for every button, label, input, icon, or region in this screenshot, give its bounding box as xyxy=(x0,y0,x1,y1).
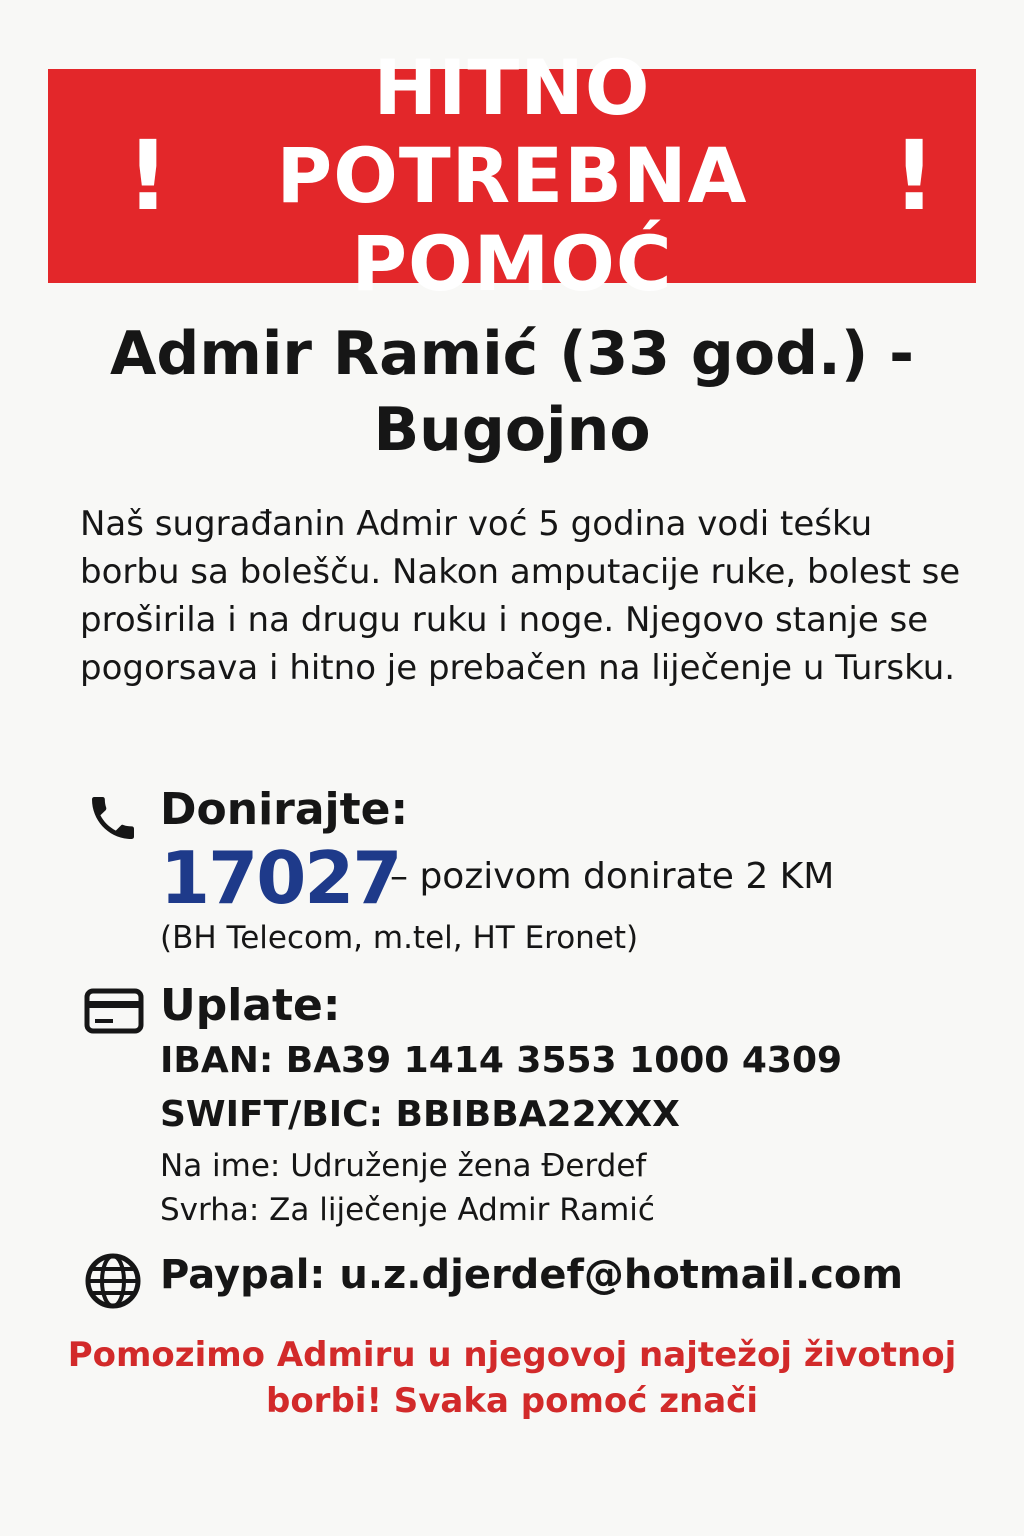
exclamation-icon: ! xyxy=(892,120,936,232)
donation-number: 17027 xyxy=(160,836,401,920)
globe-icon xyxy=(84,1252,142,1315)
paypal-address: Paypal: u.z.djerdef@hotmail.com xyxy=(160,1252,904,1298)
description: Naš sugrađanin Admir voć 5 godina vodi teśku borbu sa bolešču. Nakon amputacije ruke, bolest se proširila i na drugu ruku i noge. Njegovo stanje se pogorsava i hitno je prebačen na liječenje u Tursku. xyxy=(80,504,961,688)
page-title: Admir Ramić (33 god.) - Bugojno xyxy=(109,319,915,465)
phone-icon xyxy=(84,790,142,851)
closing-appeal: Pomozimo Admiru u njegovoj najtežoj životnoj borbi! Svaka pomoć znači xyxy=(67,1335,957,1421)
purpose: Svrha: Za liječenje Admir Ramić xyxy=(160,1192,655,1228)
payments-title: Uplate: xyxy=(160,980,341,1031)
iban: IBAN: BA39 1414 3553 1000 4309 xyxy=(160,1040,843,1081)
banner-title: HITNO POTREBNA POMOĆ xyxy=(276,43,748,308)
urgent-banner xyxy=(48,43,976,308)
exclamation-icon: ! xyxy=(126,120,170,232)
swift-bic: SWIFT/BIC: BBIBBA22XXX xyxy=(160,1094,680,1135)
recipient: Na ime: Udruženje žena Đerdef xyxy=(160,1148,647,1184)
donate-title: Donirajte: xyxy=(160,784,409,835)
donation-note: – pozivom donirate 2 KM xyxy=(390,856,835,897)
credit-card-icon xyxy=(84,988,144,1039)
operators-list: (BH Telecom, m.tel, HT Eronet) xyxy=(160,920,639,956)
